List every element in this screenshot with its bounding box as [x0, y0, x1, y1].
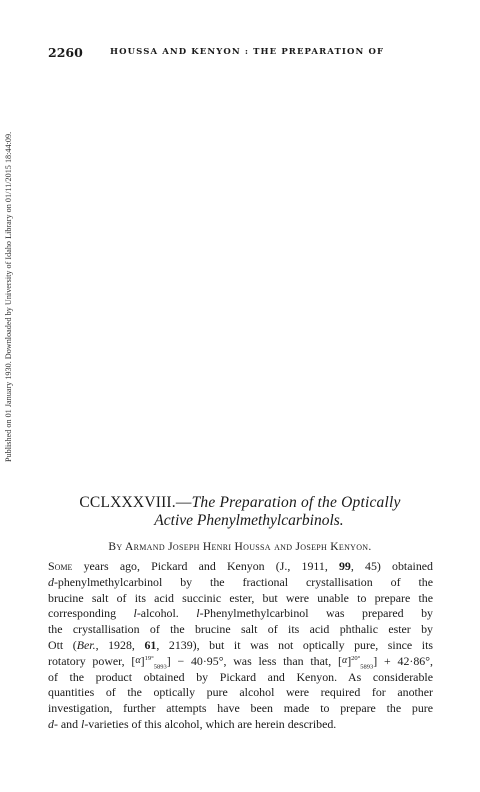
title-dash: —: [175, 494, 192, 511]
body-line: of the product obtained by Pickard and Kenyon. As considerable: [48, 669, 433, 684]
article-title: [40, 494, 440, 530]
title-line-1: [40, 494, 440, 512]
body-line: corresponding l-alcohol. l-Phenylmethylcarbinol was prepared by: [48, 606, 433, 621]
body-line: Ott (Ber., 1928, 61, 2139), but it was not optically pure, since its: [48, 637, 433, 652]
body-line: d-phenylmethylcarbinol by the fractional crystallisation of the: [48, 574, 433, 589]
running-head: HOUSSA AND KENYON : THE PREPARATION OF: [110, 47, 385, 57]
body-line: d- and l-varieties of this alcohol, which are herein described.: [48, 716, 337, 731]
article-number: CCLXXXVIII.: [79, 494, 176, 511]
title-line-2: Active Phenylmethylcarbinols.: [154, 512, 344, 529]
author-2: Joseph Kenyon.: [295, 541, 372, 553]
body-line: Some years ago, Pickard and Kenyon (J., 1911, 99, 45) obtained: [48, 559, 433, 573]
page-header: [48, 45, 432, 61]
page-number: 2260: [48, 45, 83, 60]
body-paragraph: [48, 559, 433, 733]
body-line: brucine salt of its acid succinic ester, but were unable to prepare the: [48, 590, 433, 605]
body-line: rotatory power, $[\alpha]^{19^\circ}_{5893}] - 40\cdot 95^\circ$, was less than that, $[\alpha]^{20^\circ}_{5893}] + 42\cdot 86^\circ$,: [48, 653, 433, 671]
byline-and: and: [274, 541, 293, 553]
body-line: quantities of the optically pure alcohol were required for another: [48, 685, 433, 700]
author-byline: [40, 541, 440, 553]
author-1: Armand Joseph Henri Houssa: [125, 541, 271, 553]
title-text-1: The Preparation of the Optically: [191, 494, 401, 511]
byline-by: By: [108, 541, 123, 553]
body-line: investigation, further attempts have been made to prepare the pure: [48, 701, 433, 716]
body-line: the crystallisation of the brucine salt of its acid phthalic ester by: [48, 622, 433, 637]
download-watermark: Published on 01 January 1930. Downloaded by University of Idaho Library on 01/11/2015 18:44:09.: [4, 131, 13, 463]
